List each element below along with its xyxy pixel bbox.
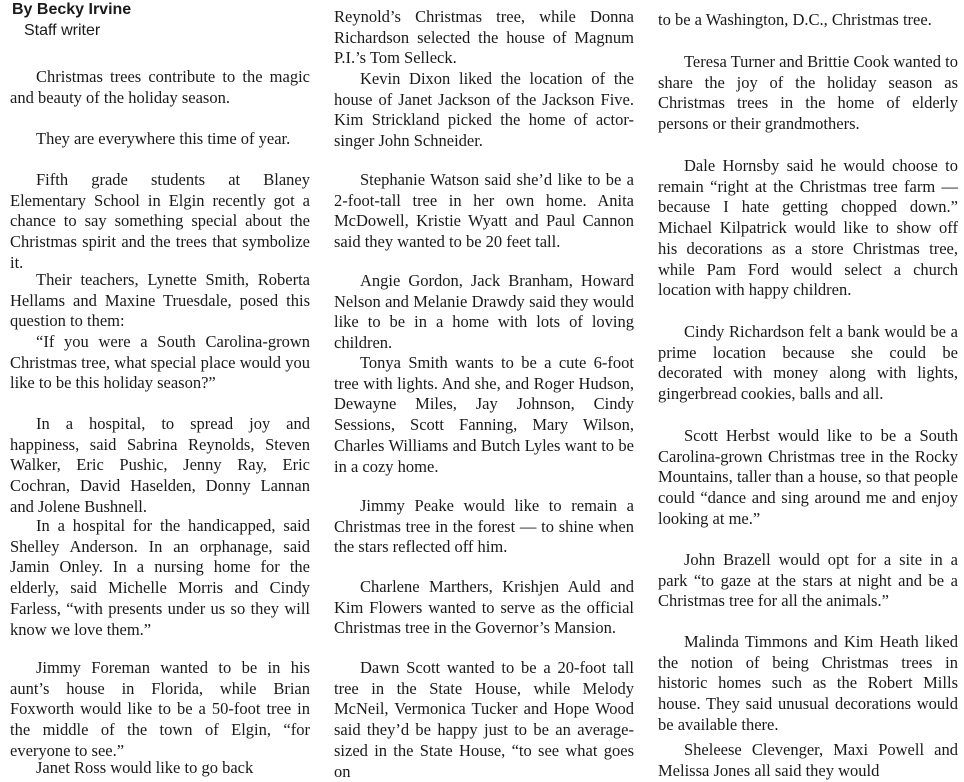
paragraph: Angie Gordon, Jack Branham, Howard Nelson and Melanie Drawdy said they would like to be in a home with lots of loving children. — [334, 271, 634, 353]
paragraph: Kevin Dixon liked the location of the house of Janet Jackson of the Jackson Five. Kim Strickland picked the home of actor-singer John Schneider. — [334, 69, 634, 151]
byline-role: Staff writer — [24, 22, 101, 39]
paragraph: John Brazell would opt for a site in a park “to gaze at the stars at night and be a Christmas tree for all the animals.” — [658, 550, 958, 611]
paragraph: to be a Washington, D.C., Christmas tree. — [658, 10, 932, 29]
paragraph: Reynold’s Christmas tree, while Donna Richardson selected the house of Magnum P.I.’s Tom Selleck. — [334, 7, 634, 68]
paragraph: Charlene Marthers, Krishjen Auld and Kim Flowers wanted to serve as the official Christmas tree in the Governor’s Mansion. — [334, 577, 634, 638]
paragraph: Dawn Scott wanted to be a 20-foot tall tree in the State House, while Melody McNeil, Vermonica Tucker and Hope Wood said they’d be happy just to be an average-sized in the State House, “to see what goes on — [334, 658, 634, 781]
article-column-3 — [658, 0, 958, 780]
paragraph: Jimmy Foreman wanted to be in his aunt’s house in Florida, while Brian Foxworth would like to be a 50-foot tree in the middle of the town of Elgin, “for everyone to see.” — [10, 658, 310, 760]
paragraph: Fifth grade students at Blaney Elementary School in Elgin recently got a chance to say something special about the Christmas spirit and the trees that symbolize it. — [10, 170, 310, 272]
paragraph: Cindy Richardson felt a bank would be a prime location because she could be decorated with money along with lights, gingerbread cookies, balls and all. — [658, 322, 958, 404]
byline-author: By Becky Irvine — [12, 1, 132, 18]
paragraph: Their teachers, Lynette Smith, Roberta Hellams and Maxine Truesdale, posed this question to them: — [10, 270, 310, 331]
paragraph: Stephanie Watson said she’d like to be a 2-foot-tall tree in her own home. Anita McDowell, Kristie Wyatt and Paul Cannon said they wanted to be 20 feet tall. — [334, 170, 634, 252]
paragraph: Malinda Timmons and Kim Heath liked the notion of being Christmas trees in historic homes such as the Robert Mills house. They said unusual decorations would be available there. — [658, 632, 958, 734]
paragraph: Janet Ross would like to go back — [36, 758, 254, 777]
paragraph: Dale Hornsby said he would choose to remain “right at the Christmas tree farm — because I hate getting chopped down.” Michael Kilpatrick would like to show off his decorations as a store Christmas tree, while Pam Ford would select a church location with happy children. — [658, 156, 958, 300]
paragraph: In a hospital, to spread joy and happiness, said Sabrina Reynolds, Steven Walker, Eric Pushic, Jenny Ray, Eric Cochran, David Haselden, Donny Lannan and Jolene Bushnell. — [10, 414, 310, 516]
paragraph: Christmas trees contribute to the magic and beauty of the holiday season. — [10, 67, 310, 107]
article-column-1 — [10, 0, 310, 777]
paragraph: Jimmy Peake would like to remain a Christmas tree in the forest — to shine when the stars reflected off him. — [334, 496, 634, 557]
paragraph: Scott Herbst would like to be a South Carolina-grown Christmas tree in the Rocky Mountains, taller than a house, so that people could “dance and sing around me and enjoy looking at me.” — [658, 426, 958, 528]
paragraph: They are everywhere this time of year. — [36, 129, 291, 148]
paragraph: Teresa Turner and Brittie Cook wanted to share the joy of the holiday season as Christmas trees in the home of elderly persons or their grandmothers. — [658, 52, 958, 134]
article-column-2 — [334, 0, 634, 781]
paragraph: In a hospital for the handicapped, said Shelley Anderson. In an orphanage, said Jamin Onley. In a nursing home for the elderly, said Michelle Morris and Cindy Farless, “with presents under us so they will know we love them.” — [10, 516, 310, 639]
paragraph: “If you were a South Carolina-grown Christmas tree, what special place would you like to be this holiday season?” — [10, 332, 310, 393]
paragraph: Tonya Smith wants to be a cute 6-foot tree with lights. And she, and Roger Hudson, Dewayne Miles, Jay Johnson, Cindy Sessions, Scott Fanning, Mary Wilson, Charles Williams and Butch Lyles want to be in a cozy home. — [334, 353, 634, 476]
paragraph: Sheleese Clevenger, Maxi Powell and Melissa Jones all said they would — [658, 740, 958, 780]
